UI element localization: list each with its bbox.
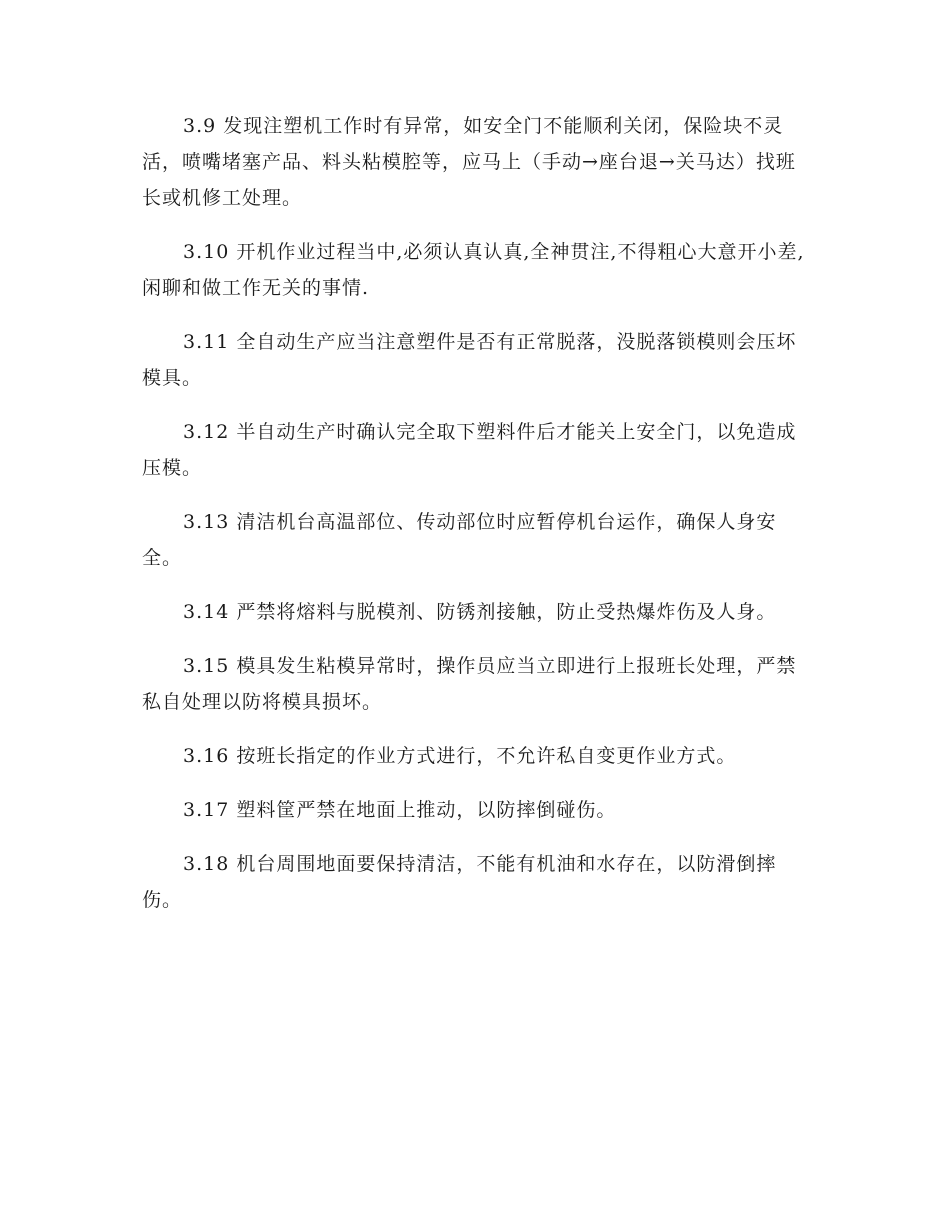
paragraph-3-18: 3.18 机台周围地面要保持清洁，不能有机油和水存在，以防滑倒摔伤。 [142, 853, 777, 911]
paragraph-3-12: 3.12 半自动生产时确认完全取下塑料件后才能关上安全门，以免造成压模。 [142, 421, 797, 479]
paragraph-3-14: 3.14 严禁将熔料与脱模剂、防锈剂接触，防止受热爆炸伤及人身。 [183, 601, 777, 623]
paragraph-3-15: 3.15 模具发生粘模异常时，操作员应当立即进行上报班长处理，严禁私自处理以防将模具损坏。 [142, 655, 797, 713]
paragraph-3-16: 3.16 按班长指定的作业方式进行，不允许私自变更作业方式。 [183, 745, 737, 767]
paragraph-3-17: 3.17 塑料筐严禁在地面上推动，以防摔倒碰伤。 [183, 799, 617, 821]
paragraph-3-10: 3.10 开机作业过程当中,必须认真认真,全神贯注,不得粗心大意开小差,闲聊和做工作无关的事情. [142, 241, 805, 299]
paragraph-3-9: 3.9 发现注塑机工作时有异常，如安全门不能顺利关闭，保险块不灵活，喷嘴堵塞产品、料头粘模腔等，应马上（手动→座台退→关马达）找班长或机修工处理。 [142, 115, 796, 209]
paragraph-3-13: 3.13 清洁机台高温部位、传动部位时应暂停机台运作，确保人身安全。 [142, 511, 777, 569]
paragraph-3-11: 3.11 全自动生产应当注意塑件是否有正常脱落，没脱落锁模则会压坏模具。 [142, 331, 797, 389]
document-body [142, 108, 808, 936]
